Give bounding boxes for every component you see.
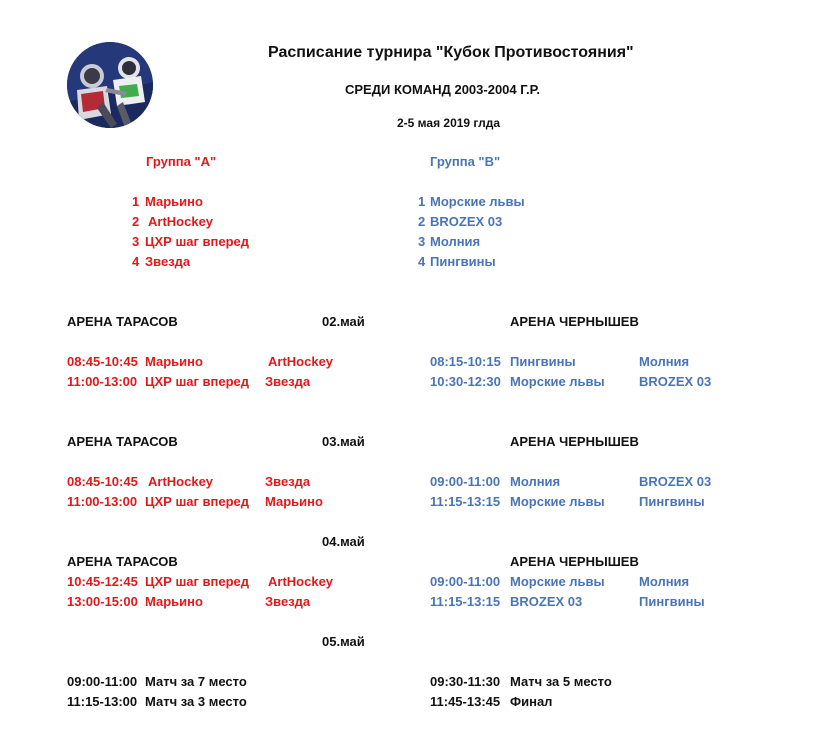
day-date: 05.май — [322, 634, 365, 649]
match-team-home: Молния — [510, 474, 561, 489]
match-team-away: Звезда — [265, 594, 311, 609]
match-time: 08:45-10:45 — [67, 474, 138, 489]
match-team-home: Морские львы — [510, 574, 605, 589]
match-team-away: ArtHockey — [268, 354, 334, 369]
arena-right-label: АРЕНА ЧЕРНЫШЕВ — [510, 554, 639, 569]
group-b-team-num: 2 — [418, 214, 426, 229]
group-b-team-num: 4 — [418, 254, 426, 269]
match-title: Матч за 7 место — [145, 674, 247, 689]
group-a-team-num: 1 — [132, 194, 140, 209]
match-title: Матч за 5 место — [510, 674, 612, 689]
match-team-away: Марьино — [265, 494, 323, 509]
match-team-home: ArtHockey — [148, 474, 214, 489]
day-date: 03.май — [322, 434, 365, 449]
group-a-title: Группа "А" — [146, 154, 217, 169]
arena-left-label: АРЕНА ТАРАСОВ — [67, 434, 178, 449]
match-team-home: Марьино — [145, 594, 203, 609]
match-time: 11:45-13:45 — [430, 694, 501, 709]
match-team-away: Молния — [639, 354, 690, 369]
match-team-away: Молния — [639, 574, 690, 589]
day-date: 04.май — [322, 534, 365, 549]
page-title: Расписание турнира "Кубок Противостояния" — [268, 44, 634, 61]
group-a-team-name: Марьино — [145, 194, 203, 209]
match-time: 10:30-12:30 — [430, 374, 501, 389]
match-time: 11:00-13:00 — [67, 374, 138, 389]
match-time: 11:15-13:15 — [430, 494, 501, 509]
match-time: 09:00-11:00 — [67, 674, 138, 689]
match-time: 09:00-11:00 — [430, 474, 501, 489]
group-a-team-num: 3 — [132, 234, 140, 249]
match-team-home: Пингвины — [510, 354, 576, 369]
group-b-team-num: 1 — [418, 194, 426, 209]
group-a-team-num: 4 — [132, 254, 140, 269]
day-date: 02.май — [322, 314, 365, 329]
group-a-team-name: ЦХР шаг вперед — [145, 234, 250, 249]
group-b-title: Группа "В" — [430, 154, 501, 169]
group-a-team-name: Звезда — [145, 254, 191, 269]
match-team-away: Пингвины — [639, 494, 705, 509]
match-team-away: Звезда — [265, 374, 311, 389]
match-time: 11:15-13:00 — [67, 694, 138, 709]
match-time: 11:00-13:00 — [67, 494, 138, 509]
match-team-home: ЦХР шаг вперед — [145, 574, 250, 589]
arena-left-label: АРЕНА ТАРАСОВ — [67, 314, 178, 329]
group-b-team-name: Морские львы — [430, 194, 525, 209]
arena-left-label: АРЕНА ТАРАСОВ — [67, 554, 178, 569]
match-time: 09:30-11:30 — [430, 674, 501, 689]
group-b-team-num: 3 — [418, 234, 426, 249]
group-b-team-name: Пингвины — [430, 254, 496, 269]
match-title: Финал — [510, 694, 553, 709]
match-time: 11:15-13:15 — [430, 594, 501, 609]
match-team-away: Звезда — [265, 474, 311, 489]
arena-right-label: АРЕНА ЧЕРНЫШЕВ — [510, 434, 639, 449]
match-time: 10:45-12:45 — [67, 574, 138, 589]
group-b-team-name: BROZEX 03 — [430, 214, 503, 229]
group-b-team-name: Молния — [430, 234, 481, 249]
match-team-away: Пингвины — [639, 594, 705, 609]
group-a-team-num: 2 — [132, 214, 140, 229]
match-team-home: BROZEX 03 — [510, 594, 583, 609]
match-team-away: ArtHockey — [268, 574, 334, 589]
arena-right-label: АРЕНА ЧЕРНЫШЕВ — [510, 314, 639, 329]
match-team-home: ЦХР шаг вперед — [145, 494, 250, 509]
match-team-home: Морские львы — [510, 374, 605, 389]
match-team-away: BROZEX 03 — [639, 374, 712, 389]
match-title: Матч за 3 место — [145, 694, 247, 709]
match-team-home: Морские львы — [510, 494, 605, 509]
hockey-players-logo-icon — [67, 42, 153, 128]
match-team-home: Марьино — [145, 354, 203, 369]
match-time: 13:00-15:00 — [67, 594, 138, 609]
match-time: 08:15-10:15 — [430, 354, 501, 369]
tournament-dates: 2-5 мая 2019 глда — [397, 116, 501, 130]
page-subtitle: СРЕДИ КОМАНД 2003-2004 Г.Р. — [345, 82, 540, 97]
match-time: 08:45-10:45 — [67, 354, 138, 369]
match-time: 09:00-11:00 — [430, 574, 501, 589]
match-team-away: BROZEX 03 — [639, 474, 712, 489]
match-team-home: ЦХР шаг вперед — [145, 374, 250, 389]
group-a-team-name: ArtHockey — [148, 214, 214, 229]
